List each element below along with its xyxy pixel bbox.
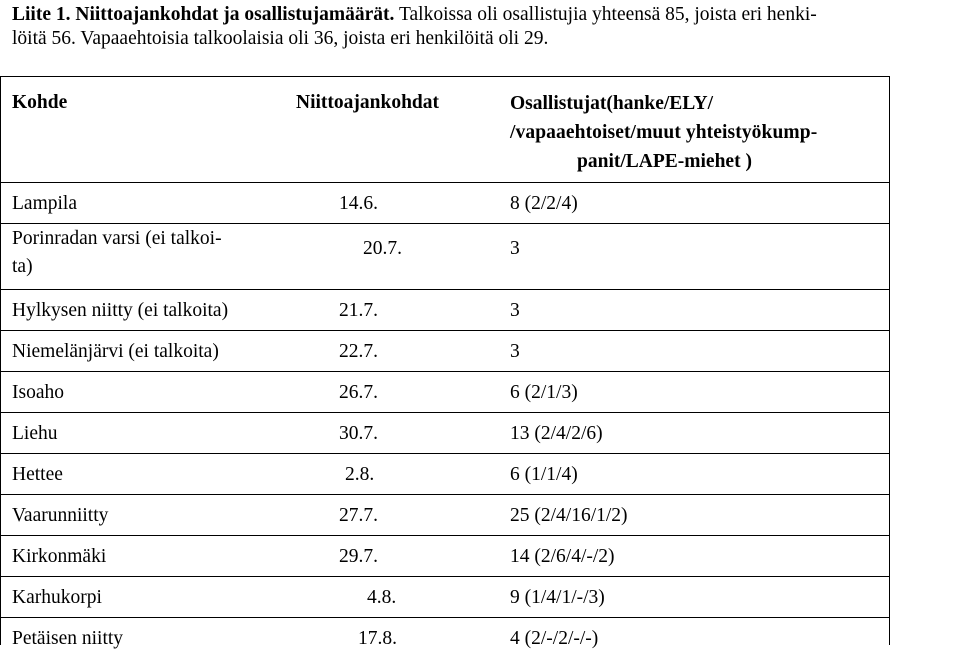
table-row bbox=[1, 536, 889, 577]
cell-kohde: Isoaho bbox=[12, 382, 64, 403]
header-osallistujat bbox=[510, 89, 870, 176]
cell-kohde: Hylkysen niitty (ei talkoita) bbox=[12, 300, 229, 321]
header-osallistujat-line-2: /vapaaehtoiset/muut yhteistyökump- bbox=[510, 122, 818, 143]
cell-participants: 8 (2/2/4) bbox=[510, 193, 578, 214]
cell-participants: 3 bbox=[510, 300, 520, 321]
cell-kohde: Vaarunniitty bbox=[12, 505, 109, 526]
cell-date: 20.7. bbox=[363, 238, 402, 259]
caption-title: Liite 1. Niittoajankohdat ja osallistujamäärät. bbox=[12, 4, 395, 25]
header-niittoajankohdat: Niittoajankohdat bbox=[296, 92, 440, 113]
table-row bbox=[1, 577, 889, 618]
table-row bbox=[1, 331, 889, 372]
table-row bbox=[1, 413, 889, 454]
cell-date: 4.8. bbox=[367, 587, 397, 608]
cell-date: 30.7. bbox=[339, 423, 378, 444]
cell-kohde: Niemelänjärvi (ei talkoita) bbox=[12, 341, 219, 362]
cell-kohde: Kirkonmäki bbox=[12, 546, 107, 567]
cell-date: 26.7. bbox=[339, 382, 378, 403]
cell-participants: 25 (2/4/16/1/2) bbox=[510, 505, 628, 526]
header-osallistujat-line-3: panit/LAPE-miehet ) bbox=[577, 151, 752, 172]
cell-participants: 3 bbox=[510, 341, 520, 362]
table-caption bbox=[12, 3, 952, 51]
cell-date: 21.7. bbox=[339, 300, 378, 321]
table-row bbox=[1, 224, 889, 290]
table-header bbox=[1, 77, 889, 183]
cell-date: 22.7. bbox=[339, 341, 378, 362]
cell-date: 27.7. bbox=[339, 505, 378, 526]
caption-line-1 bbox=[12, 3, 952, 27]
cell-kohde: Karhukorpi bbox=[12, 587, 102, 608]
cell-participants: 13 (2/4/2/6) bbox=[510, 423, 603, 444]
cell-participants: 9 (1/4/1/-/3) bbox=[510, 587, 605, 608]
caption-text-1: Talkoissa oli osallistujia yhteensä 85, joista eri henki- bbox=[394, 4, 817, 25]
cell-kohde: Petäisen niitty bbox=[12, 628, 124, 649]
mowing-table bbox=[0, 76, 890, 649]
cell-kohde-line-1: Porinradan varsi (ei talkoi- bbox=[12, 228, 222, 249]
cell-kohde: Lampila bbox=[12, 193, 77, 214]
cell-participants: 4 (2/-/2/-/-) bbox=[510, 628, 599, 649]
table-row bbox=[1, 495, 889, 536]
cell-kohde bbox=[12, 225, 272, 281]
cell-participants: 14 (2/6/4/-/2) bbox=[510, 546, 615, 567]
cell-participants: 6 (2/1/3) bbox=[510, 382, 578, 403]
table-row bbox=[1, 618, 889, 649]
cell-date: 29.7. bbox=[339, 546, 378, 567]
cell-kohde-line-2: ta) bbox=[12, 256, 33, 277]
caption-line-2: löitä 56. Vapaaehtoisia talkoolaisia oli 36, joista eri henkilöitä oli 29. bbox=[12, 28, 549, 49]
table-row bbox=[1, 183, 889, 224]
header-osallistujat-line-1: Osallistujat(hanke/ELY/ bbox=[510, 93, 713, 114]
table-row bbox=[1, 290, 889, 331]
table-row bbox=[1, 454, 889, 495]
cell-kohde: Liehu bbox=[12, 423, 58, 444]
header-kohde: Kohde bbox=[12, 92, 68, 113]
cell-date: 17.8. bbox=[358, 628, 397, 649]
cell-date: 14.6. bbox=[339, 193, 378, 214]
table-row bbox=[1, 372, 889, 413]
cell-kohde: Hettee bbox=[12, 464, 63, 485]
cell-participants: 3 bbox=[510, 238, 520, 259]
cell-date: 2.8. bbox=[345, 464, 375, 485]
cell-participants: 6 (1/1/4) bbox=[510, 464, 578, 485]
